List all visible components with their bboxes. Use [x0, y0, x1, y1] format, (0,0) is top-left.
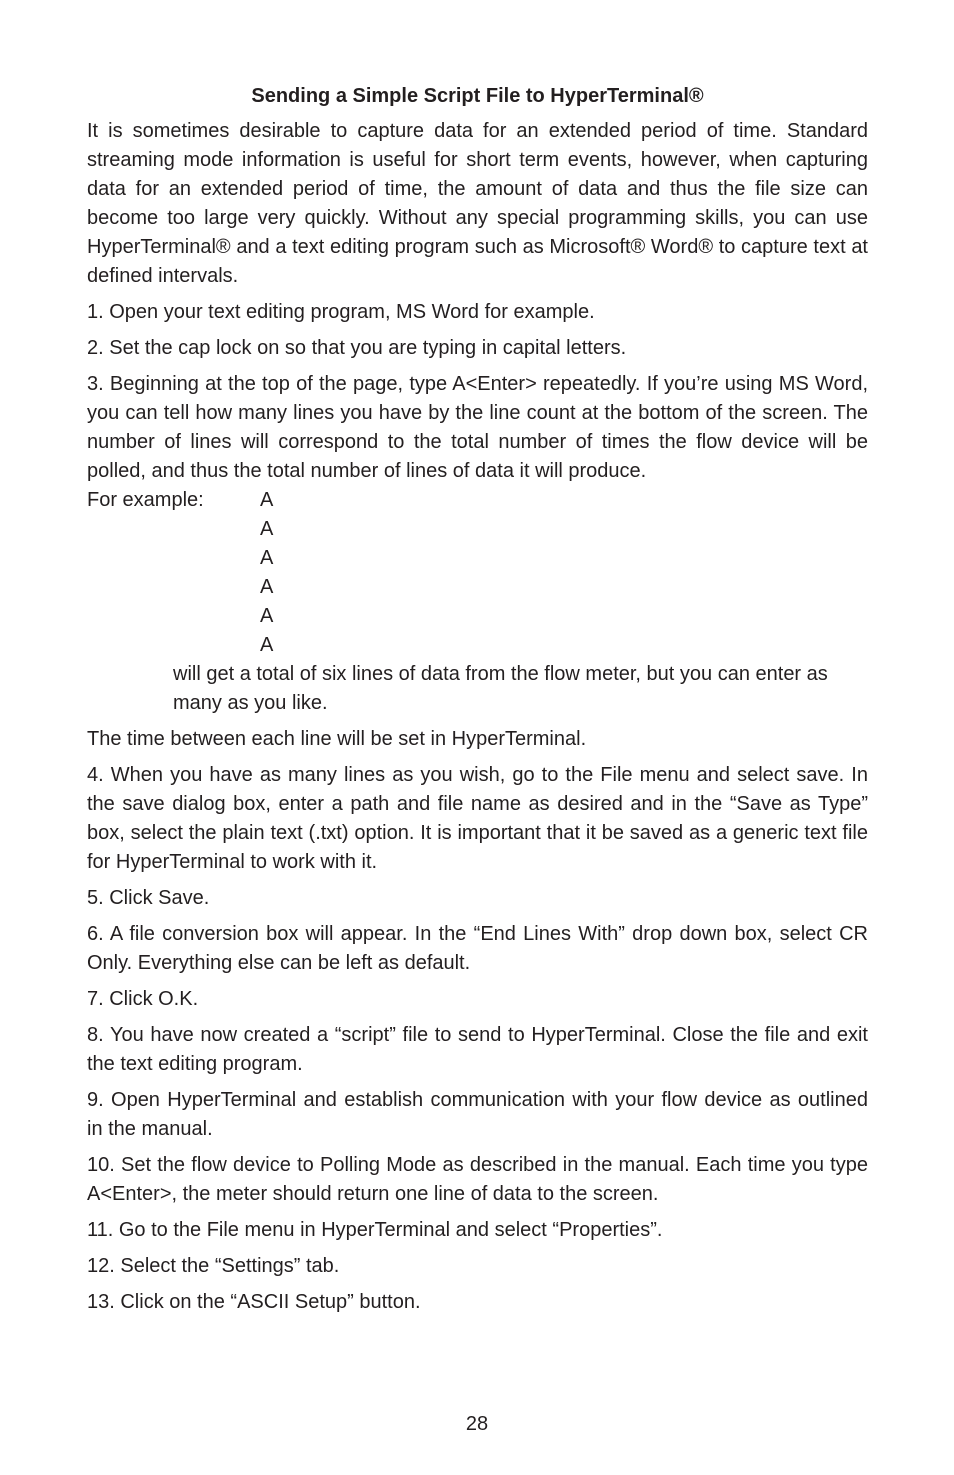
document-page: [87, 80, 868, 1324]
step-6: 6. A file conversion box will appear. In the “End Lines With” drop down box, select CR Only. Everything else can be left as default.: [87, 923, 868, 974]
example-note: will get a total of six lines of data from the flow meter, but you can enter as many as you like.: [173, 663, 828, 714]
step-5: 5. Click Save.: [87, 887, 210, 909]
step-12: 12. Select the “Settings” tab.: [87, 1255, 340, 1277]
section-title: Sending a Simple Script File to HyperTerminal®: [251, 85, 704, 107]
time-note: The time between each line will be set in HyperTerminal.: [87, 728, 587, 750]
example-line: A: [260, 518, 274, 540]
step-13: 13. Click on the “ASCII Setup” button.: [87, 1291, 421, 1313]
step-9: 9. Open HyperTerminal and establish communication with your flow device as outlined in the manual.: [87, 1089, 868, 1140]
example-line: A: [260, 576, 274, 598]
page-number: 28: [465, 1413, 489, 1435]
step-10: 10. Set the flow device to Polling Mode as described in the manual. Each time you type A<Enter>, the meter should return one line of data to the screen.: [87, 1154, 868, 1205]
example-line: A: [260, 634, 274, 656]
step-3: 3. Beginning at the top of the page, type A<Enter> repeatedly. If you’re using MS Word, you can tell how many lines you have by the line count at the bottom of the screen. The number of lines will correspond to the total number of times the flow device will be polled, and thus the total number of lines of data it will produce.: [87, 373, 868, 482]
step-7: 7. Click O.K.: [87, 988, 199, 1010]
intro-paragraph: It is sometimes desirable to capture data for an extended period of time. Standard streaming mode information is useful for short term events, however, when capturing data for an extended period of time, the amount of data and thus the file size can become too large very quickly. Without any special programming skills, you can use HyperTerminal® and a text editing program such as Microsoft® Word® to capture text at defined intervals.: [87, 120, 868, 287]
example-line: A: [260, 489, 274, 511]
step-1: 1. Open your text editing program, MS Word for example.: [87, 301, 595, 323]
example-line: A: [260, 547, 274, 569]
example-block: [87, 486, 868, 660]
step-4: 4. When you have as many lines as you wish, go to the File menu and select save. In the save dialog box, enter a path and file name as desired and in the “Save as Type” box, select the plain text (.txt) option. It is important that it be saved as a generic text file for HyperTerminal to work with it.: [87, 764, 868, 873]
step-8: 8. You have now created a “script” file to send to HyperTerminal. Close the file and exit the text editing program.: [87, 1024, 868, 1075]
step-2: 2. Set the cap lock on so that you are typing in capital letters.: [87, 337, 627, 359]
example-lines: [260, 486, 868, 660]
example-label: For example:: [87, 489, 204, 511]
step-11: 11. Go to the File menu in HyperTerminal and select “Properties”.: [87, 1219, 663, 1241]
example-line: A: [260, 605, 274, 627]
